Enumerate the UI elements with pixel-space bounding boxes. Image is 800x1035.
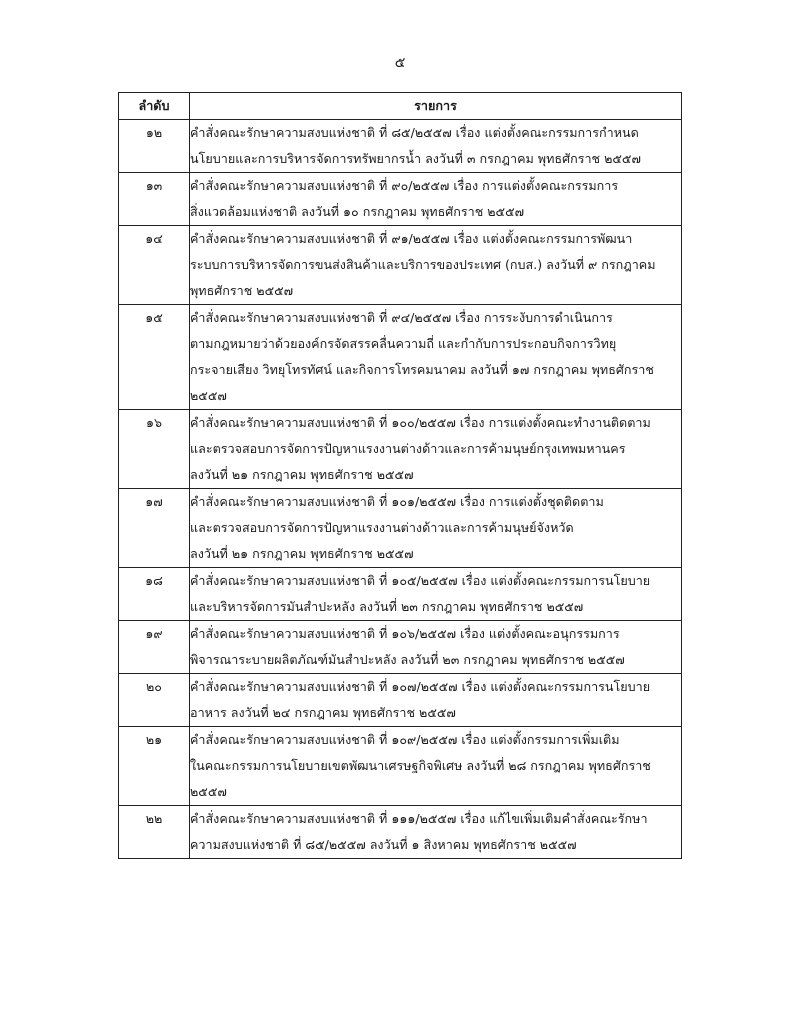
text-line: นโยบายและการบริหารจัดการทรัพยากรน้ำ ลงวันที่ ๓ กรกฎาคม พุทธศักราช ๒๕๕๗ (190, 151, 641, 166)
text-line: ๒๕๕๗ (190, 784, 227, 799)
text-line: และบริหารจัดการมันสำปะหลัง ลงวันที่ ๒๓ กรกฎาคม พุทธศักราช ๒๕๕๗ (190, 599, 584, 614)
row-text (190, 173, 682, 226)
row-number: ๑๙ (119, 621, 190, 674)
text-line: ตามกฎหมายว่าด้วยองค์กรจัดสรรคลื่นความถี่ และกำกับการประกอบกิจการวิทยุ (190, 336, 617, 351)
row-number: ๑๗ (119, 489, 190, 568)
table-row (119, 568, 682, 621)
text-line: สิ่งแวดล้อมแห่งชาติ ลงวันที่ ๑๐ กรกฎาคม พุทธศักราช ๒๕๕๗ (190, 204, 525, 219)
row-text (190, 568, 682, 621)
table-header-row (119, 93, 682, 120)
row-text (190, 120, 682, 173)
text-line: ระบบการบริหารจัดการขนส่งสินค้าและบริการของประเทศ (กบส.) ลงวันที่ ๙ กรกฎาคม (190, 257, 656, 272)
row-text (190, 226, 682, 305)
text-line: คำสั่งคณะรักษาความสงบแห่งชาติ ที่ ๑๐๐/๒๕๕๗ เรื่อง การแต่งตั้งคณะทำงานติดตาม (190, 415, 651, 430)
text-line: และตรวจสอบการจัดการปัญหาแรงงานต่างด้าวและการค้ามนุษย์จังหวัด (190, 520, 574, 535)
row-text (190, 806, 682, 859)
row-number: ๑๓ (119, 173, 190, 226)
table-row (119, 674, 682, 727)
text-line: กระจายเสียง วิทยุโทรทัศน์ และกิจการโทรคมนาคม ลงวันที่ ๑๗ กรกฎาคม พุทธศักราช (190, 362, 654, 377)
row-number: ๒๒ (119, 806, 190, 859)
row-number: ๑๘ (119, 568, 190, 621)
text-line: ลงวันที่ ๒๑ กรกฎาคม พุทธศักราช ๒๕๕๗ (190, 546, 414, 561)
text-line: คำสั่งคณะรักษาความสงบแห่งชาติ ที่ ๙๑/๒๕๕๗ เรื่อง แต่งตั้งคณะกรรมการพัฒนา (190, 231, 633, 246)
text-line: ลงวันที่ ๒๑ กรกฎาคม พุทธศักราช ๒๕๕๗ (190, 467, 414, 482)
text-line: คำสั่งคณะรักษาความสงบแห่งชาติ ที่ ๑๑๑/๒๕๕๗ เรื่อง แก้ไขเพิ่มเติมคำสั่งคณะรักษา (190, 811, 648, 826)
text-line: คำสั่งคณะรักษาความสงบแห่งชาติ ที่ ๑๐๑/๒๕๕๗ เรื่อง การแต่งตั้งชุดติดตาม (190, 494, 604, 509)
row-number: ๑๔ (119, 226, 190, 305)
row-text (190, 727, 682, 806)
table-row (119, 120, 682, 173)
row-number: ๒๐ (119, 674, 190, 727)
text-line: อาหาร ลงวันที่ ๒๔ กรกฎาคม พุทธศักราช ๒๕๕๗ (190, 705, 456, 720)
text-line: ในคณะกรรมการนโยบายเขตพัฒนาเศรษฐกิจพิเศษ ลงวันที่ ๒๘ กรกฎาคม พุทธศักราช (190, 758, 651, 773)
row-number: ๑๒ (119, 120, 190, 173)
text-line: คำสั่งคณะรักษาความสงบแห่งชาติ ที่ ๙๔/๒๕๕๗ เรื่อง การระงับการดำเนินการ (190, 310, 613, 325)
table-row (119, 806, 682, 859)
table-row (119, 173, 682, 226)
text-line: พุทธศักราช ๒๕๕๗ (190, 283, 294, 298)
table-row (119, 410, 682, 489)
text-line: ความสงบแห่งชาติ ที่ ๘๕/๒๕๕๗ ลงวันที่ ๑ สิงหาคม พุทธศักราช ๒๕๕๗ (190, 837, 577, 852)
text-line: คำสั่งคณะรักษาความสงบแห่งชาติ ที่ ๙๐/๒๕๕๗ เรื่อง การแต่งตั้งคณะกรรมการ (190, 178, 619, 193)
text-line: คำสั่งคณะรักษาความสงบแห่งชาติ ที่ ๑๐๙/๒๕๕๗ เรื่อง แต่งตั้งกรรมการเพิ่มเติม (190, 732, 620, 747)
table-row (119, 621, 682, 674)
text-line: คำสั่งคณะรักษาความสงบแห่งชาติ ที่ ๘๕/๒๕๕๗ เรื่อง แต่งตั้งคณะกรรมการกำหนด (190, 125, 639, 140)
row-text (190, 489, 682, 568)
row-text (190, 410, 682, 489)
text-line: ๒๕๕๗ (190, 388, 227, 403)
row-number: ๑๕ (119, 305, 190, 410)
row-text (190, 674, 682, 727)
text-line: พิจารณาระบายผลิตภัณฑ์มันสำปะหลัง ลงวันที่ ๒๓ กรกฎาคม พุทธศักราช ๒๕๕๗ (190, 652, 625, 667)
text-line: คำสั่งคณะรักษาความสงบแห่งชาติ ที่ ๑๐๖/๒๕๕๗ เรื่อง แต่งตั้งคณะอนุกรรมการ (190, 626, 620, 641)
table-row (119, 489, 682, 568)
text-line: และตรวจสอบการจัดการปัญหาแรงงานต่างด้าวและการค้ามนุษย์กรุงเทพมหานคร (190, 441, 626, 456)
row-text (190, 305, 682, 410)
row-number: ๑๖ (119, 410, 190, 489)
orders-table (118, 92, 682, 859)
page-number: ๕ (394, 55, 406, 71)
text-line: คำสั่งคณะรักษาความสงบแห่งชาติ ที่ ๑๐๕/๒๕๕๗ เรื่อง แต่งตั้งคณะกรรมการนโยบาย (190, 573, 651, 588)
header-item: รายการ (190, 93, 682, 120)
row-number: ๒๑ (119, 727, 190, 806)
row-text (190, 621, 682, 674)
text-line: คำสั่งคณะรักษาความสงบแห่งชาติ ที่ ๑๐๗/๒๕๕๗ เรื่อง แต่งตั้งคณะกรรมการนโยบาย (190, 679, 651, 694)
header-no: ลำดับ (119, 93, 190, 120)
table-row (119, 305, 682, 410)
table-row (119, 226, 682, 305)
table-row (119, 727, 682, 806)
table-body (119, 120, 682, 859)
